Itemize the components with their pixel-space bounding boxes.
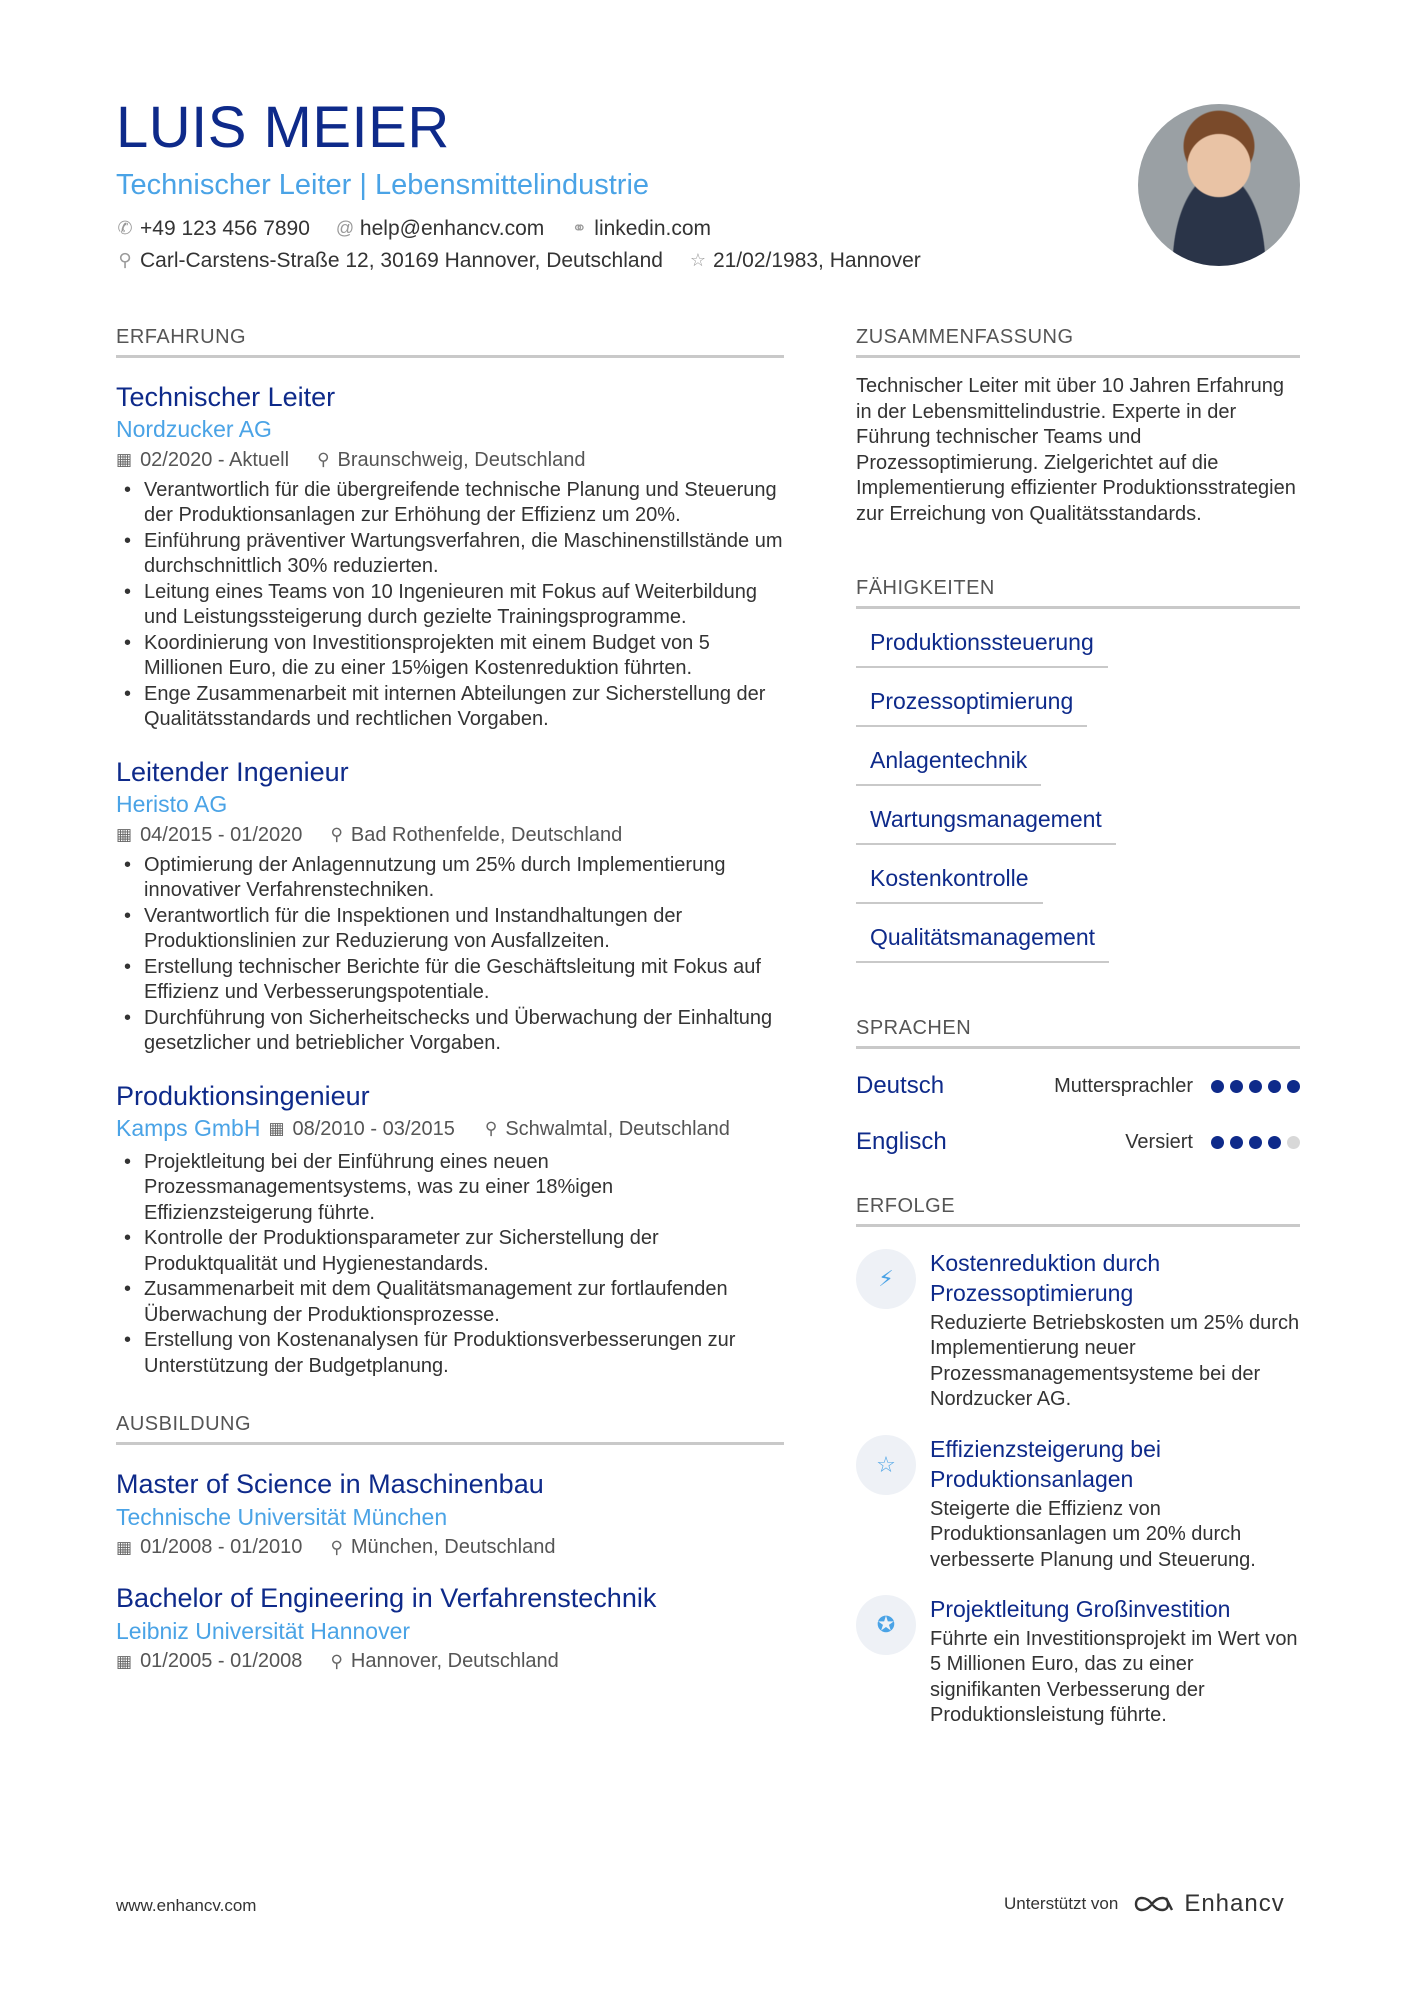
job-title: Technischer Leiter — [116, 382, 336, 412]
job-title: Leitender Ingenieur — [116, 756, 349, 787]
location-pin-icon: ⚲ — [330, 825, 343, 845]
profile-photo — [1138, 104, 1300, 266]
language-rating — [1211, 1136, 1300, 1149]
skill-row — [856, 924, 1300, 983]
rating-dot — [1211, 1136, 1224, 1149]
education-entry — [116, 1467, 784, 1559]
bullet-item: • Zusammenarbeit mit dem Qualitätsmanagement zur fortlaufenden Überwachung der Produktionsprozesse. — [116, 1277, 784, 1328]
footer-branding — [1004, 1890, 1285, 1918]
bullet-item: • Kontrolle der Produktionsparameter zur Sicherstellung der Produktqualität und Hygienestandards. — [116, 1226, 784, 1277]
achievement-entry — [856, 1249, 1300, 1413]
company-name: Nordzucker AG — [116, 416, 272, 443]
star-icon: ☆ — [856, 1435, 916, 1495]
link-icon: ⚭ — [571, 218, 587, 239]
at-icon: @ — [335, 218, 355, 239]
section-title-achievements: ERFOLGE — [856, 1195, 1300, 1227]
birth-item — [689, 249, 921, 273]
section-title-experience: ERFAHRUNG — [116, 326, 784, 358]
education-location — [330, 1536, 555, 1559]
resume-header — [116, 96, 1116, 273]
degree-title: Bachelor of Engineering in Verfahrenstechnik — [116, 1583, 657, 1614]
bullet-item: • Leitung eines Teams von 10 Ingenieuren mit Fokus auf Weiterbildung und Leistungssteigerung durch gezielte Trainingsprogramme. — [116, 580, 784, 631]
location-pin-icon: ⚲ — [484, 1119, 498, 1138]
section-title-summary: ZUSAMMENFASSUNG — [856, 326, 1300, 358]
rating-dot — [1211, 1080, 1224, 1093]
rating-dot — [1268, 1080, 1281, 1093]
award-icon: ✪ — [856, 1595, 916, 1655]
education-dates — [116, 1536, 302, 1559]
calendar-icon: ▦ — [116, 1651, 133, 1671]
bullet-item: • Verantwortlich für die übergreifende technische Planung und Steuerung der Produktionsanlagen zur Erhöhung der Effizienz um 20%. — [116, 478, 784, 529]
address-item — [116, 249, 663, 273]
job-dates-text: 04/2015 - 01/2020 — [140, 823, 303, 846]
education-meta — [116, 1650, 784, 1673]
education-location-text: München, Deutschland — [350, 1536, 556, 1559]
achievement-body — [930, 1595, 1300, 1729]
language-name: Englisch — [856, 1128, 947, 1155]
address-text: Carl-Carstens-Straße 12, 30169 Hannover, Deutschland — [140, 248, 663, 272]
job-entry — [116, 755, 784, 1057]
bullet-item: • Projektleitung bei der Einführung eines neuen Prozessmanagementsystems, was zu einer 18%igen Effizienzsteigerung führte. — [116, 1150, 784, 1227]
contact-row-1 — [116, 217, 1116, 241]
language-rating — [1211, 1080, 1300, 1093]
education-location — [330, 1650, 558, 1673]
contact-row-2 — [116, 249, 1116, 273]
job-location — [330, 824, 622, 847]
skill-row — [856, 747, 1300, 806]
rating-dot — [1249, 1080, 1262, 1093]
achievement-body — [930, 1249, 1300, 1413]
location-pin-icon: ⚲ — [118, 250, 132, 271]
skill-row — [856, 629, 1300, 688]
job-bullets — [116, 853, 784, 1057]
education-entry — [116, 1581, 784, 1673]
phone-icon: ✆ — [117, 218, 133, 239]
job-bullets — [116, 1150, 784, 1380]
job-dates — [116, 824, 302, 847]
powered-by-text: Unterstützt von — [1004, 1894, 1119, 1913]
education-meta — [116, 1536, 784, 1559]
rating-dot — [1287, 1136, 1300, 1149]
rating-dot — [1268, 1136, 1281, 1149]
left-column — [116, 326, 784, 1673]
brand-name: Enhancv — [1184, 1890, 1285, 1917]
calendar-icon: ▦ — [268, 1119, 285, 1138]
job-dates-text: 02/2020 - Aktuell — [140, 448, 290, 471]
degree-title: Master of Science in Maschinenbau — [116, 1469, 544, 1500]
candidate-title: Technischer Leiter | Lebensmittelindustrie — [116, 168, 650, 201]
achievement-entry — [856, 1435, 1300, 1573]
education-dates-text: 01/2008 - 01/2010 — [140, 1536, 303, 1559]
footer-website[interactable]: www.enhancv.com — [116, 1896, 257, 1915]
job-entry — [116, 380, 784, 733]
linkedin-item[interactable] — [570, 217, 711, 241]
rating-dot — [1287, 1080, 1300, 1093]
job-entry — [116, 1079, 784, 1379]
education-dates — [116, 1650, 302, 1673]
job-meta — [116, 449, 784, 472]
phone-text: +49 123 456 7890 — [140, 216, 310, 240]
rating-dot — [1249, 1136, 1262, 1149]
language-row — [856, 1123, 1300, 1161]
job-dates — [268, 1118, 454, 1141]
star-outline-icon: ☆ — [689, 250, 707, 271]
education-location-text: Hannover, Deutschland — [350, 1650, 559, 1673]
skill-tag: Prozessoptimierung — [856, 688, 1087, 727]
job-title: Produktionsingenieur — [116, 1080, 370, 1111]
email-item[interactable] — [336, 217, 544, 241]
achievement-description: Führte ein Investitionsprojekt im Wert von 5 Millionen Euro, das zu einer signifikanten Verbesserung der Produktionsleistung führte. — [930, 1627, 1298, 1727]
company-meta-row — [116, 1114, 784, 1144]
job-location — [317, 449, 585, 472]
language-row — [856, 1067, 1300, 1105]
job-bullets — [116, 478, 784, 733]
section-title-education: AUSBILDUNG — [116, 1413, 784, 1445]
skill-tag: Qualitätsmanagement — [856, 924, 1109, 963]
calendar-icon: ▦ — [116, 1537, 133, 1557]
bullet-item: • Einführung präventiver Wartungsverfahren, die Maschinenstillstände um durchschnittlich 30% reduzierten. — [116, 529, 784, 580]
section-title-skills: FÄHIGKEITEN — [856, 577, 1300, 609]
calendar-icon: ▦ — [116, 825, 133, 845]
enhancv-logo-icon — [1132, 1892, 1176, 1916]
skill-tag: Wartungsmanagement — [856, 806, 1116, 845]
bullet-item: • Enge Zusammenarbeit mit internen Abteilungen zur Sicherstellung der Qualitätsstandards und rechtlichen Vorgaben. — [116, 682, 784, 733]
candidate-name: LUIS MEIER — [116, 95, 450, 160]
location-pin-icon: ⚲ — [317, 450, 330, 470]
achievement-title: Projektleitung Großinvestition — [930, 1596, 1231, 1623]
magic-wand-icon: ⚡ — [856, 1249, 916, 1309]
bullet-item: • Optimierung der Anlagennutzung um 25% durch Implementierung innovativer Verfahrenstechniken. — [116, 853, 784, 904]
linkedin-text[interactable]: linkedin.com — [594, 216, 712, 240]
job-location-text: Bad Rothenfelde, Deutschland — [350, 823, 623, 846]
bullet-item: • Verantwortlich für die Inspektionen und Instandhaltungen der Produktionslinien zur Reduzierung von Ausfallzeiten. — [116, 904, 784, 955]
rating-dot — [1230, 1080, 1243, 1093]
language-level: Muttersprachler — [1054, 1074, 1193, 1097]
school-name: Leibniz Universität Hannover — [116, 1617, 411, 1644]
achievements-list — [856, 1249, 1300, 1729]
section-title-languages: SPRACHEN — [856, 1017, 1300, 1049]
phone-item — [116, 217, 310, 241]
brand-logo[interactable] — [1132, 1890, 1284, 1918]
achievement-title: Effizienzsteigerung bei Produktionsanlagen — [930, 1435, 1161, 1492]
birth-text: 21/02/1983, Hannover — [712, 248, 921, 272]
bullet-item: • Durchführung von Sicherheitschecks und Überwachung der Einhaltung gesetzlicher und betrieblicher Vorgaben. — [116, 1006, 784, 1057]
achievement-entry — [856, 1595, 1300, 1729]
education-list — [116, 1467, 784, 1673]
skill-row — [856, 806, 1300, 865]
location-pin-icon: ⚲ — [330, 1651, 343, 1671]
company-name: Heristo AG — [116, 791, 228, 818]
experience-list — [116, 380, 784, 1379]
skills-list — [856, 629, 1300, 983]
company-name: Kamps GmbH — [116, 1115, 261, 1142]
achievement-description: Reduzierte Betriebskosten um 25% durch Implementierung neuer Prozessmanagementsysteme bei der Nordzucker AG. — [930, 1311, 1300, 1411]
languages-list — [856, 1067, 1300, 1161]
email-text[interactable]: help@enhancv.com — [359, 216, 545, 240]
job-location-text: Schwalmtal, Deutschland — [505, 1117, 730, 1140]
bullet-item: • Erstellung von Kostenanalysen für Produktionsverbesserungen zur Unterstützung der Budgetplanung. — [116, 1328, 784, 1379]
bullet-item: • Koordinierung von Investitionsprojekten mit einem Budget von 5 Millionen Euro, die zu einer 15%igen Kostenreduktion führten. — [116, 631, 784, 682]
language-level: Versiert — [1125, 1130, 1193, 1153]
job-meta — [116, 824, 784, 847]
calendar-icon: ▦ — [116, 450, 133, 470]
skill-row — [856, 688, 1300, 747]
skill-tag: Kostenkontrolle — [856, 865, 1043, 904]
summary-text: Technischer Leiter mit über 10 Jahren Erfahrung in der Lebensmittelindustrie. Experte in der Führung technischer Teams und Prozessoptimierung. Zielgerichtet auf die Implementierung effizienter Produktionsstrategien zur Erreichung von Qualitätsstandards. — [856, 375, 1296, 525]
achievement-description: Steigerte die Effizienz von Produktionsanlagen um 20% durch verbesserte Planung und Steuerung. — [930, 1497, 1256, 1571]
job-location-text: Braunschweig, Deutschland — [337, 448, 586, 471]
language-name: Deutsch — [856, 1072, 945, 1099]
job-dates-text: 08/2010 - 03/2015 — [292, 1117, 455, 1140]
skill-row — [856, 865, 1300, 924]
achievement-title: Kostenreduktion durch Prozessoptimierung — [930, 1250, 1161, 1306]
school-name: Technische Universität München — [116, 1503, 448, 1530]
job-location — [485, 1118, 730, 1141]
rating-dot — [1230, 1136, 1243, 1149]
achievement-body — [930, 1435, 1300, 1573]
right-column — [856, 326, 1300, 1729]
skill-tag: Anlagentechnik — [856, 747, 1041, 786]
job-dates — [116, 449, 289, 472]
bullet-item: • Erstellung technischer Berichte für die Geschäftsleitung mit Fokus auf Effizienz und Verbesserungspotentiale. — [116, 955, 784, 1006]
skill-tag: Produktionssteuerung — [856, 629, 1108, 668]
education-dates-text: 01/2005 - 01/2008 — [140, 1650, 303, 1673]
location-pin-icon: ⚲ — [330, 1537, 343, 1557]
